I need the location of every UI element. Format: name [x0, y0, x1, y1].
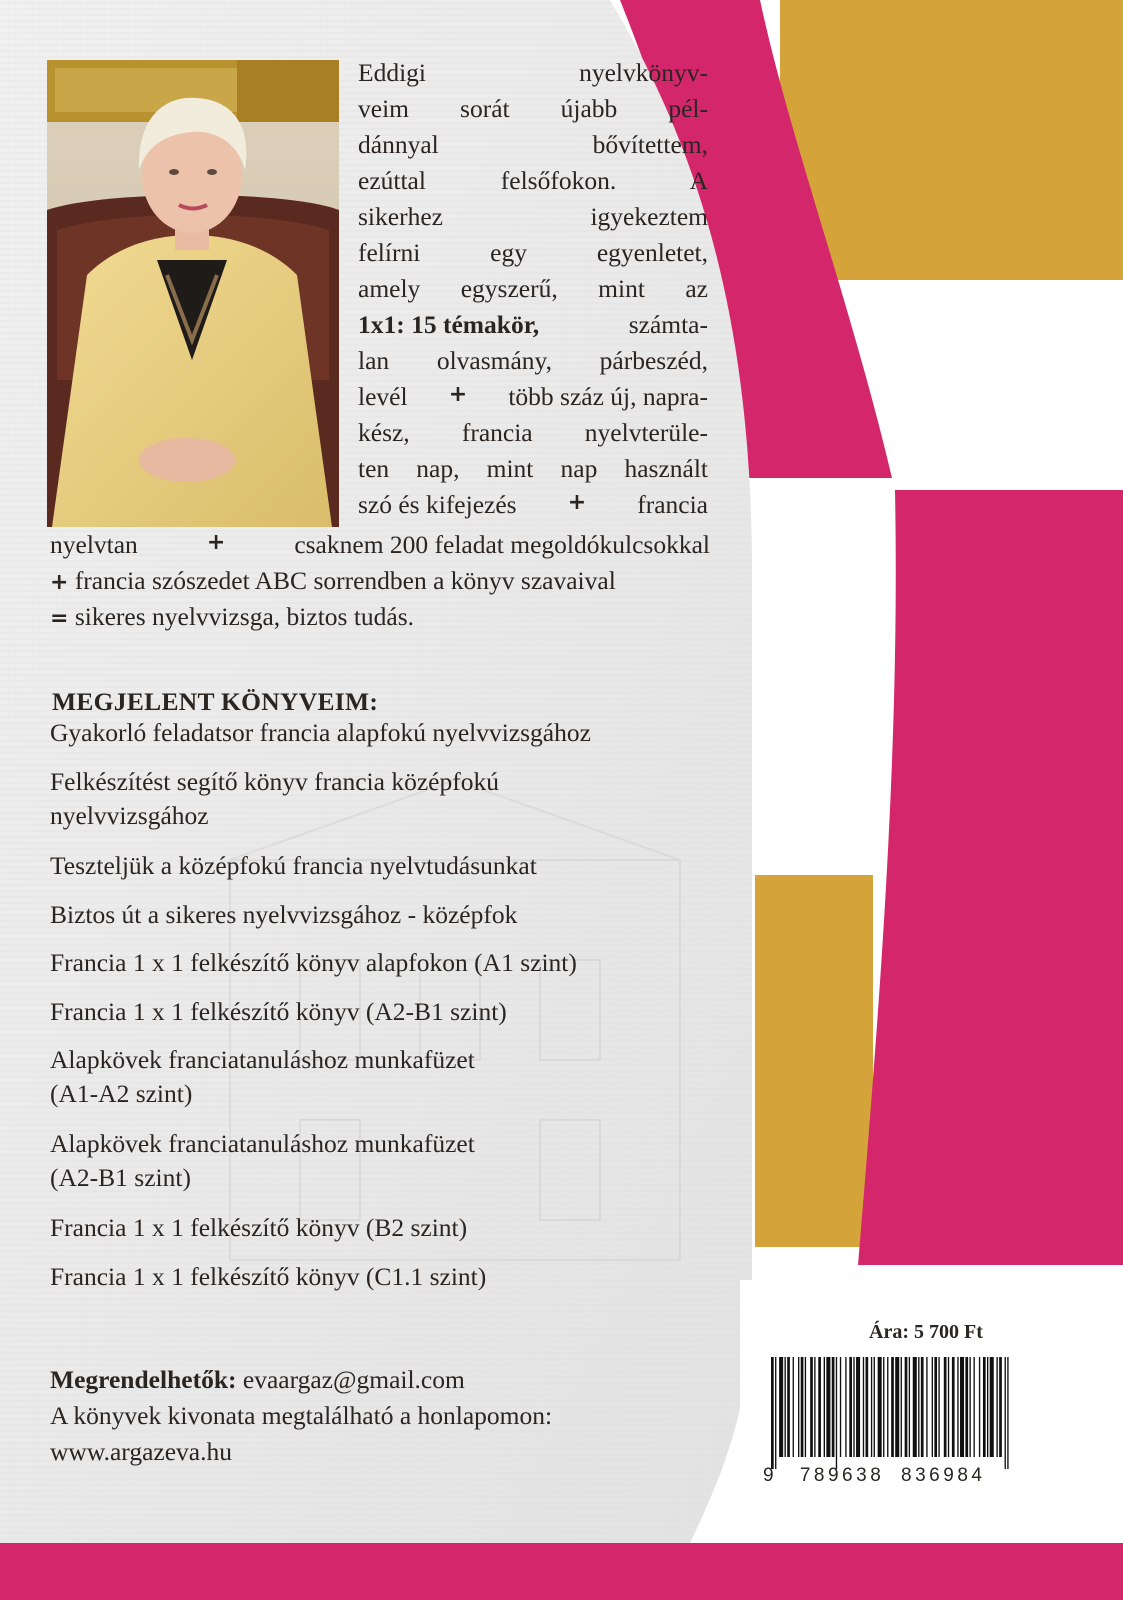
barcode-bar — [957, 1357, 958, 1457]
book-item: Biztos út a sikeres nyelvvizsgához - középfok — [50, 900, 518, 929]
book-item-continued: (A1-A2 szint) — [50, 1079, 193, 1108]
website-link[interactable]: www.argazeva.hu — [50, 1437, 232, 1466]
barcode-bar — [863, 1357, 864, 1457]
order-label: Megrendelhetők: — [50, 1365, 237, 1394]
equals-symbol: = — [50, 606, 69, 631]
intro-line: lan olvasmány, párbeszéd, — [358, 346, 708, 375]
intro-wide-line — [50, 566, 710, 596]
intro-bold-phrase: 1x1: 15 témakör, — [358, 310, 540, 339]
intro-line-end: több száz új, napra- — [508, 382, 708, 411]
barcode-bar — [944, 1357, 947, 1457]
barcode-bar — [934, 1357, 937, 1457]
book-item: Alapkövek franciatanuláshoz munkafüzet — [50, 1129, 475, 1158]
barcode-bar — [932, 1357, 933, 1457]
barcode-bar — [832, 1357, 835, 1457]
barcode-bar — [853, 1357, 854, 1457]
barcode-bar — [990, 1357, 994, 1457]
intro-line-plus — [358, 490, 708, 520]
barcode-bar — [901, 1357, 902, 1457]
barcode-bar — [775, 1357, 776, 1469]
plus-symbol: + — [567, 490, 587, 515]
intro-line: amely egyszerű, mint az — [358, 274, 708, 303]
book-item: Alapkövek franciatanuláshoz munkafüzet — [50, 1045, 475, 1074]
barcode-bar — [840, 1357, 841, 1457]
plus-symbol: + — [50, 570, 69, 595]
intro-line: sikerhez igyekeztem — [358, 202, 708, 231]
book-item-continued: (A2-B1 szint) — [50, 1163, 191, 1192]
barcode-bar — [779, 1357, 783, 1457]
barcode-bar — [771, 1357, 774, 1469]
barcode-bar — [793, 1357, 794, 1457]
barcode-bar — [787, 1357, 790, 1457]
barcode-bar — [987, 1357, 988, 1457]
plus-symbol: + — [206, 530, 226, 555]
intro-line: kész, francia nyelvterüle- — [358, 418, 708, 447]
intro-wide-text: sikeres nyelvvizsga, biztos tudás. — [74, 602, 415, 631]
order-line — [50, 1365, 465, 1395]
barcode-bar — [849, 1357, 852, 1457]
book-item: Francia 1 x 1 felkészítő könyv alapfokon (A1 szint) — [50, 948, 577, 977]
barcode-bar — [814, 1357, 815, 1457]
isbn-lead: 9 — [763, 1465, 778, 1486]
intro-line: felírni egy egyenletet, — [358, 238, 708, 267]
barcode-bar — [891, 1357, 894, 1457]
barcode-bar — [1007, 1357, 1008, 1469]
barcode-bar — [883, 1357, 884, 1457]
intro-wide-start: nyelvtan — [50, 530, 138, 559]
barcode-bar — [952, 1357, 955, 1457]
barcode-bar — [871, 1357, 872, 1457]
barcode-bar — [965, 1357, 968, 1457]
barcode-bar — [909, 1357, 910, 1457]
barcode-bar — [866, 1357, 869, 1457]
barcode-bar — [878, 1357, 882, 1457]
intro-line: veim sorát újabb pél- — [358, 94, 708, 123]
barcode-bar — [926, 1357, 927, 1457]
barcode-bar — [1005, 1357, 1006, 1469]
barcode-bar — [905, 1357, 908, 1457]
barcode-bar — [818, 1357, 821, 1457]
intro-line: ten nap, mint nap használt — [358, 454, 708, 483]
barcode-bar — [960, 1357, 964, 1457]
barcode-bar — [974, 1357, 975, 1457]
intro-word: levél — [358, 382, 408, 411]
barcode-bar — [969, 1357, 970, 1457]
plus-symbol: + — [448, 382, 468, 407]
barcode-bar — [810, 1357, 813, 1457]
barcode-bar — [895, 1357, 899, 1457]
book-item: Felkészítést segítő könyv francia középfokú — [50, 767, 499, 796]
books-heading: MEGJELENT KÖNYVEIM: — [52, 687, 379, 716]
excerpt-text: A könyvek kivonata megtalálható a honlapomon: — [50, 1401, 553, 1430]
barcode-bar — [801, 1357, 804, 1457]
intro-wide-text: francia szószedet ABC sorrendben a könyv szavaival — [74, 566, 616, 595]
book-item: Francia 1 x 1 felkészítő könyv (C1.1 szint) — [50, 1262, 487, 1291]
intro-line-end: francia — [637, 490, 708, 519]
book-item: Teszteljük a középfokú francia nyelvtudásunkat — [50, 851, 537, 880]
barcode-bar — [785, 1357, 786, 1457]
intro-wide-line — [50, 530, 710, 560]
barcode-bar — [824, 1357, 825, 1457]
intro-wide-line — [50, 602, 710, 632]
barcode-bar — [996, 1357, 997, 1457]
barcode-bar — [983, 1357, 986, 1457]
book-item: Francia 1 x 1 felkészítő könyv (A2-B1 szint) — [50, 997, 507, 1026]
order-email[interactable]: evaargaz@gmail.com — [242, 1365, 465, 1394]
isbn-number — [763, 1465, 1019, 1487]
book-item: Francia 1 x 1 felkészítő könyv (B2 szint) — [50, 1213, 468, 1242]
barcode-bar — [836, 1357, 837, 1469]
barcode-bar — [856, 1357, 860, 1457]
intro-line-bold — [358, 310, 708, 340]
price-label: Ára: 5 700 Ft — [869, 1321, 983, 1343]
barcode-bar — [913, 1357, 917, 1457]
intro-wide-end: csaknem 200 feladat megoldókulcsokkal — [294, 530, 710, 559]
isbn-barcode — [765, 1357, 1015, 1469]
barcode-bar — [918, 1357, 919, 1457]
intro-line-end: számta- — [628, 310, 708, 339]
barcode-bar — [921, 1357, 924, 1457]
barcode-bar — [805, 1357, 806, 1457]
barcode-bar — [948, 1357, 949, 1457]
intro-line: Eddigi nyelvkönyv- — [358, 58, 708, 87]
barcode-bar — [826, 1357, 830, 1457]
book-item-continued: nyelvvizsgához — [50, 801, 209, 830]
intro-line: ezúttal felsőfokon. A — [358, 166, 708, 195]
barcode-bar — [887, 1357, 888, 1457]
barcode-bar — [874, 1357, 875, 1457]
book-item: Gyakorló feladatsor francia alapfokú nyelvvizsgához — [50, 718, 591, 747]
barcode-bar — [845, 1357, 846, 1457]
isbn-group-1: 789638 — [799, 1465, 885, 1486]
intro-line: dánnyal bővítettem, — [358, 130, 708, 159]
barcode-bar — [999, 1357, 1002, 1457]
intro-line-start: szó és kifejezés — [358, 490, 517, 519]
barcode-bar — [938, 1357, 939, 1457]
barcode-bar — [979, 1357, 980, 1457]
isbn-group-2: 836984 — [901, 1465, 986, 1486]
barcode-bar — [798, 1357, 799, 1457]
intro-line-plus — [358, 382, 708, 412]
